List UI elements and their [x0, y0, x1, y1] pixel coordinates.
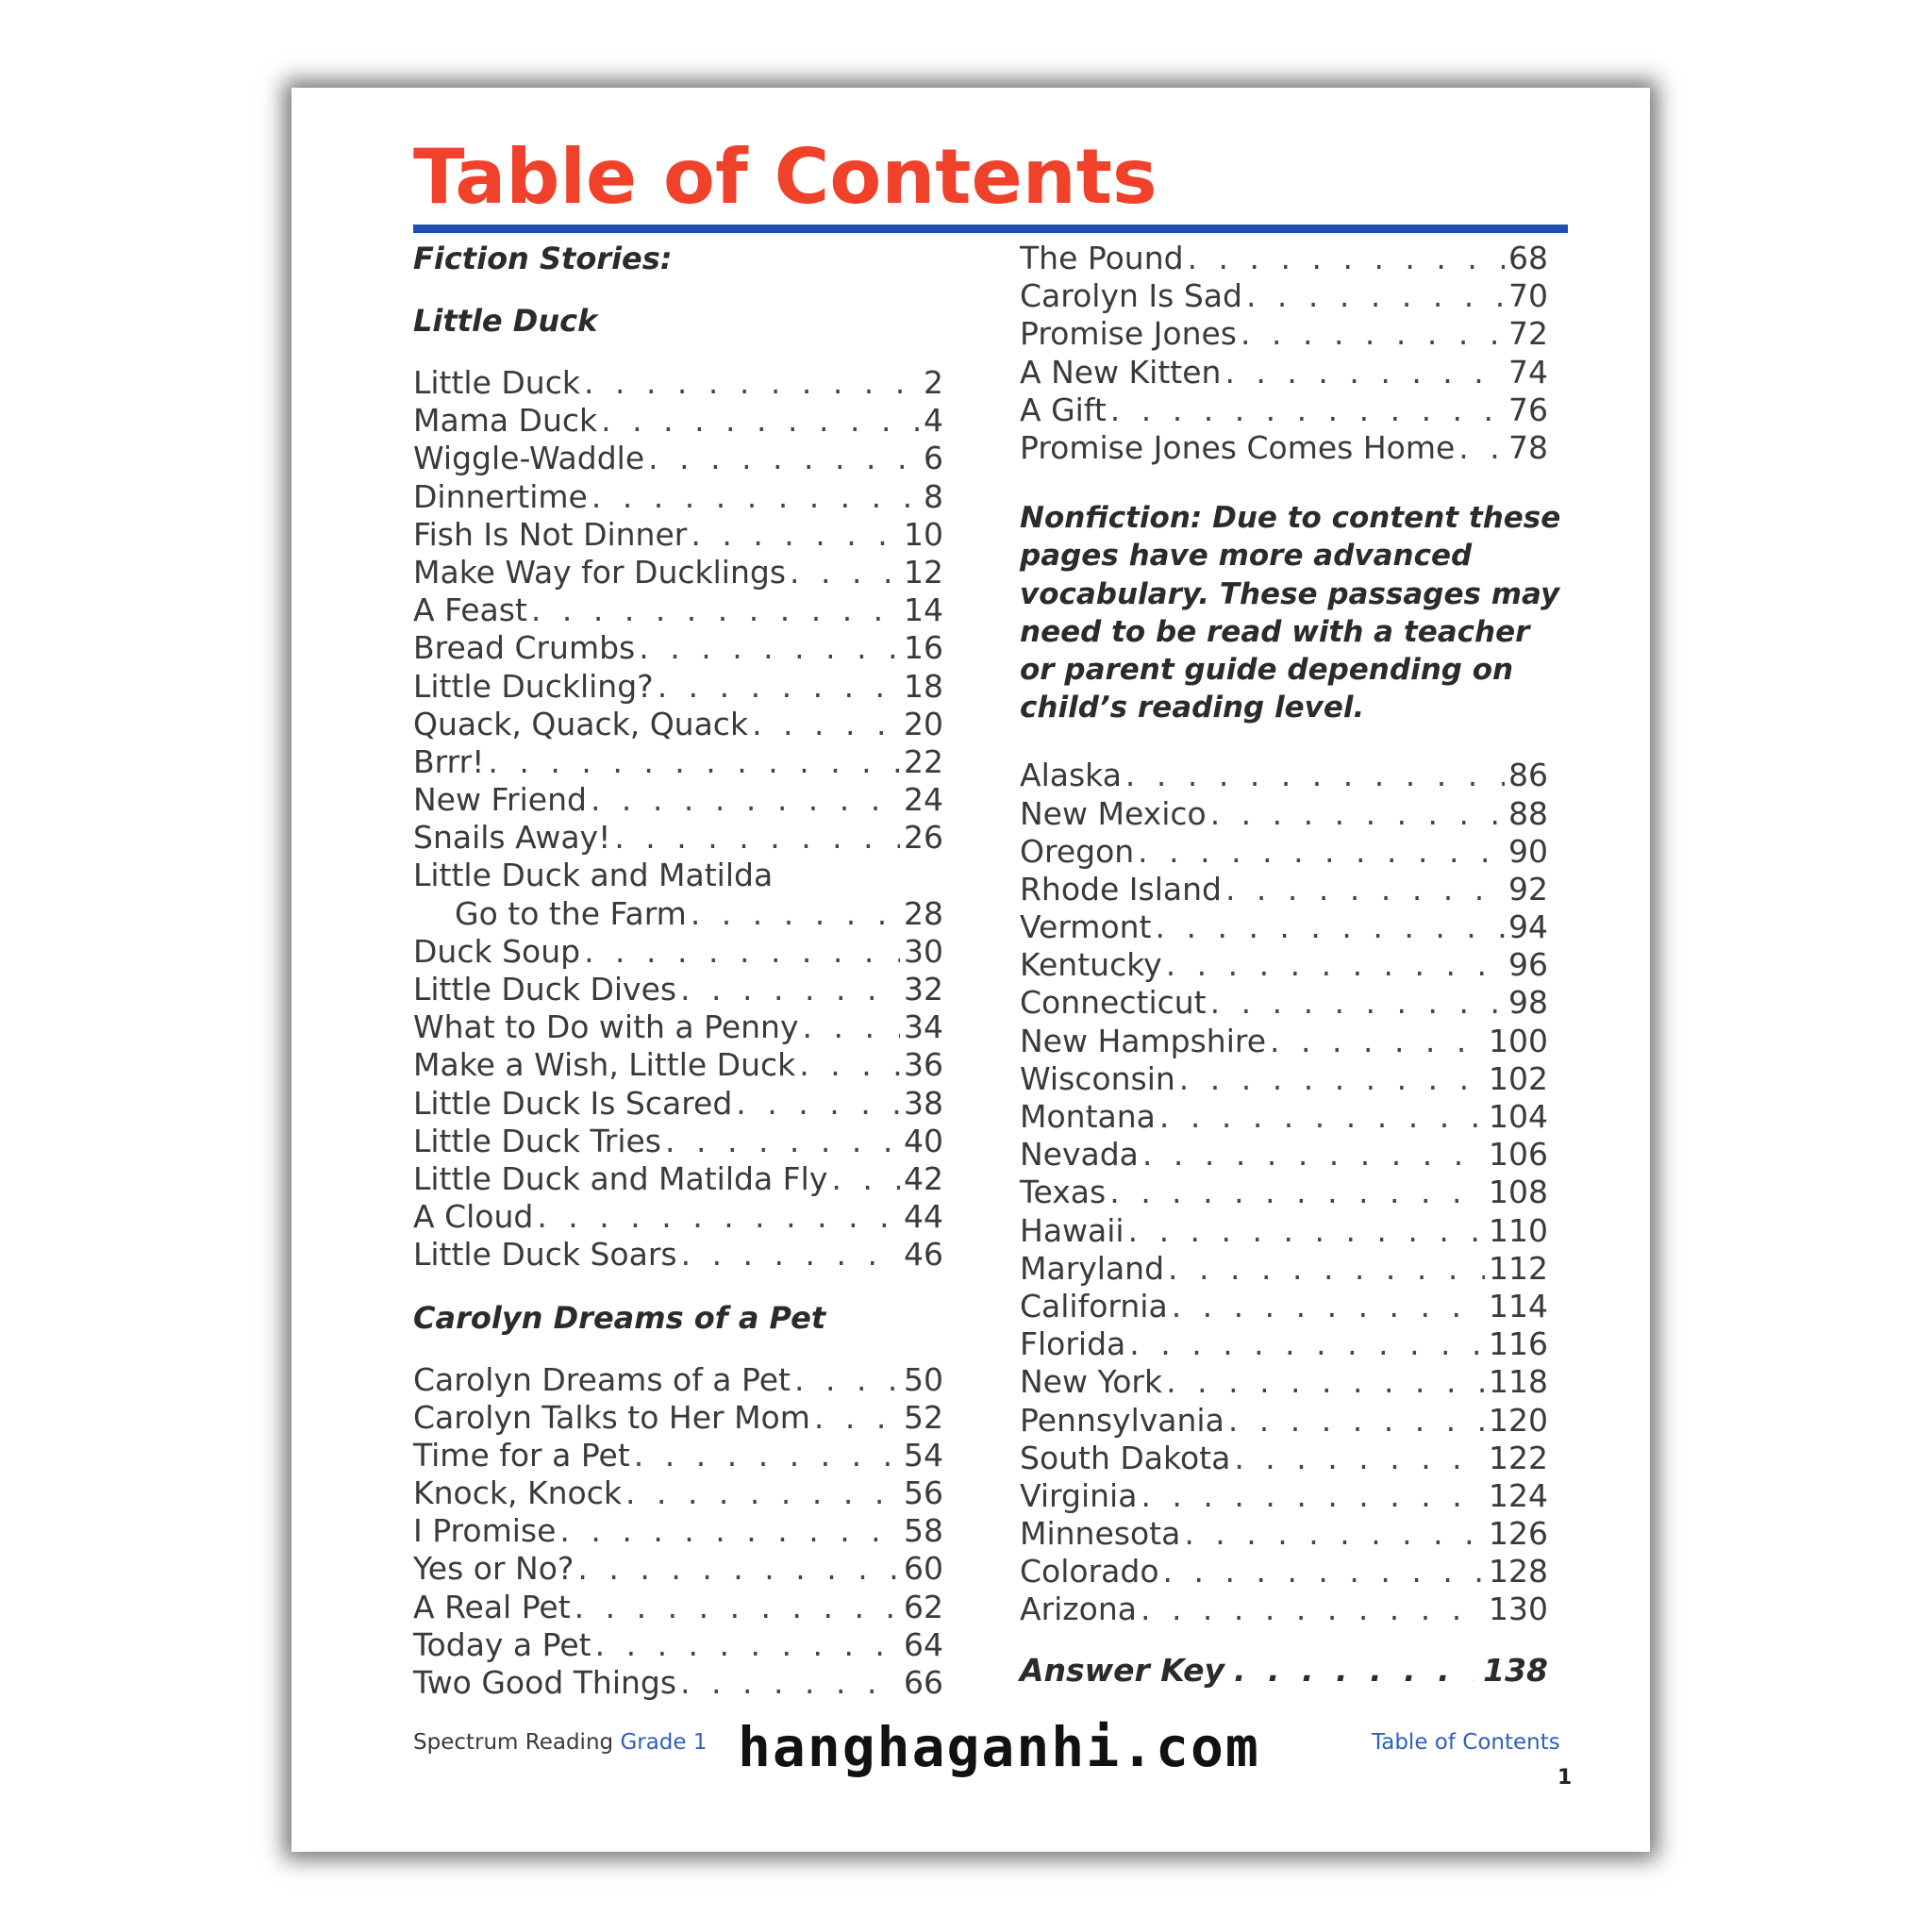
- toc-entry[interactable]: [413, 933, 943, 971]
- toc-entry-page: 4: [924, 402, 943, 440]
- toc-entry[interactable]: [1020, 391, 1548, 429]
- toc-entry[interactable]: [413, 1589, 943, 1626]
- toc-leader-dots: [1163, 1553, 1485, 1591]
- toc-entry[interactable]: [1020, 315, 1548, 353]
- toc-entry-wrapped-line1[interactable]: Little Duck and Matilda: [413, 857, 774, 894]
- toc-entry[interactable]: [1020, 1402, 1548, 1440]
- toc-entry-label: Pennsylvania: [1020, 1401, 1224, 1439]
- toc-entry-label: Knock, Knock: [413, 1474, 622, 1512]
- toc-entry-page: 76: [1508, 391, 1548, 428]
- toc-entry-page: 78: [1508, 428, 1548, 466]
- toc-entry-label: Montana: [1020, 1098, 1156, 1136]
- answer-key-dots: [1234, 1650, 1474, 1691]
- answer-key-label: Answer Key: [1020, 1651, 1224, 1689]
- toc-entry[interactable]: [1020, 908, 1548, 946]
- page-title: Table of Contents: [413, 133, 1158, 221]
- toc-entry[interactable]: [413, 402, 943, 440]
- toc-leader-dots: [601, 402, 920, 440]
- toc-entry-page: 40: [904, 1122, 943, 1159]
- toc-entry[interactable]: [413, 1474, 943, 1512]
- toc-leader-dots: [648, 440, 920, 477]
- toc-leader-dots: [1129, 1325, 1485, 1363]
- toc-leader-dots: [1270, 1023, 1485, 1060]
- toc-entry-page: 96: [1508, 946, 1548, 984]
- toc-leader-dots: [531, 591, 900, 629]
- toc-entry[interactable]: [413, 1236, 943, 1274]
- toc-entry[interactable]: [413, 478, 943, 516]
- toc-leader-dots: [1224, 354, 1505, 391]
- toc-entry-page: 58: [904, 1512, 943, 1550]
- toc-entry-page: 24: [904, 781, 943, 819]
- toc-entry-label: Make Way for Ducklings: [413, 553, 787, 591]
- toc-entry-label: A Feast: [413, 591, 527, 629]
- toc-leader-dots: [1246, 277, 1505, 315]
- toc-entry-label: Carolyn Is Sad: [1020, 277, 1242, 315]
- toc-entry-page: 36: [904, 1046, 943, 1084]
- toc-leader-dots: [658, 668, 900, 706]
- toc-leader-dots: [691, 516, 900, 554]
- toc-entry-label: Connecticut: [1020, 984, 1207, 1022]
- toc-entry-label: Carolyn Dreams of a Pet: [413, 1360, 791, 1398]
- toc-entry-label: New York: [1020, 1363, 1163, 1401]
- toc-entry-page: 28: [904, 894, 943, 932]
- toc-entry-label: New Friend: [413, 781, 587, 819]
- toc-entry-page: 92: [1508, 870, 1548, 908]
- toc-entry[interactable]: [413, 706, 943, 743]
- toc-entry-page: 72: [1508, 315, 1548, 353]
- toc-entry-label: Make a Wish, Little Duck: [413, 1046, 796, 1084]
- toc-entry-page: 88: [1508, 794, 1548, 832]
- toc-entry[interactable]: [1020, 1098, 1548, 1136]
- toc-leader-dots: [1210, 795, 1505, 833]
- toc-entry-page: 108: [1489, 1174, 1548, 1211]
- toc-leader-dots: [488, 743, 900, 781]
- toc-entry[interactable]: [413, 668, 943, 706]
- toc-entry-page: 128: [1489, 1553, 1548, 1591]
- toc-entry-page: 18: [904, 667, 943, 705]
- toc-entry-label: Fish Is Not Dinner: [413, 515, 688, 553]
- toc-entry-page: 106: [1489, 1136, 1548, 1174]
- toc-entry[interactable]: [1020, 1363, 1548, 1401]
- toc-entry-label: Carolyn Talks to Her Mom: [413, 1398, 810, 1436]
- toc-entry-page: 8: [924, 477, 943, 515]
- toc-leader-dots: [584, 364, 920, 402]
- toc-entry-page: 16: [904, 629, 943, 667]
- toc-entry-page: 38: [904, 1084, 943, 1122]
- toc-entry-label: Dinnertime: [413, 477, 588, 515]
- carolyn-list: [413, 1361, 943, 1703]
- footer-series: Spectrum Reading: [413, 1730, 614, 1755]
- toc-leader-dots: [595, 1626, 900, 1664]
- toc-entry-page: 100: [1489, 1022, 1548, 1059]
- toc-entry[interactable]: [413, 743, 943, 781]
- toc-entry[interactable]: [413, 1550, 943, 1588]
- toc-entry[interactable]: [1020, 946, 1548, 984]
- toc-entry-page: 62: [904, 1588, 943, 1625]
- toc-leader-dots: [1184, 1515, 1485, 1553]
- toc-entry-page: 74: [1508, 353, 1548, 391]
- toc-entry-page: 14: [904, 591, 943, 629]
- toc-entry-label: Promise Jones Comes Home: [1020, 428, 1456, 466]
- toc-entry-label: Nevada: [1020, 1136, 1139, 1174]
- toc-leader-dots: [1188, 240, 1505, 277]
- toc-entry-page: 110: [1489, 1211, 1548, 1249]
- toc-leader-dots: [634, 1437, 900, 1474]
- toc-entry[interactable]: [413, 1046, 943, 1084]
- toc-entry[interactable]: [1020, 277, 1548, 315]
- toc-leader-dots: [665, 1123, 900, 1160]
- toc-entry-label: Brrr!: [413, 742, 485, 780]
- toc-leader-dots: [1109, 1174, 1485, 1211]
- toc-entry-label: Today a Pet: [413, 1625, 591, 1663]
- toc-leader-dots: [1166, 946, 1505, 984]
- toc-leader-dots: [559, 1512, 900, 1550]
- toc-entry-label: New Mexico: [1020, 794, 1207, 832]
- toc-entry-label: Vermont: [1020, 908, 1152, 946]
- toc-entry-label: Time for a Pet: [413, 1436, 630, 1474]
- toc-entry[interactable]: [1020, 1060, 1548, 1098]
- little-duck-list-2: [413, 933, 943, 1274]
- toc-entry-label: California: [1020, 1287, 1168, 1324]
- toc-leader-dots: [639, 629, 900, 667]
- toc-entry[interactable]: [413, 1437, 943, 1474]
- footer-book-title: [413, 1730, 708, 1755]
- toc-entry-label: Kentucky: [1020, 946, 1162, 984]
- little-duck-list: [413, 364, 943, 857]
- toc-entry-label: Little Duck Soars: [413, 1236, 677, 1274]
- toc-entry-label: New Hampshire: [1020, 1022, 1267, 1059]
- toc-entry-label: Mama Duck: [413, 402, 598, 440]
- toc-entry-label: A Gift: [1020, 391, 1107, 428]
- toc-entry-page: 44: [904, 1198, 943, 1236]
- toc-leader-dots: [752, 706, 900, 743]
- toc-entry[interactable]: [1020, 429, 1548, 467]
- toc-entry-page: 42: [904, 1159, 943, 1197]
- toc-entry-label: Arizona: [1020, 1591, 1137, 1628]
- title-underline: [413, 225, 1568, 233]
- toc-entry[interactable]: [413, 1160, 943, 1198]
- toc-entry-page: 114: [1489, 1287, 1548, 1324]
- toc-leader-dots: [1179, 1060, 1485, 1098]
- toc-entry-page: 64: [904, 1625, 943, 1663]
- toc-entry-page: 20: [904, 705, 943, 742]
- toc-entry[interactable]: [413, 1664, 943, 1702]
- toc-entry[interactable]: [413, 1399, 943, 1437]
- toc-entry-label: Alaska: [1020, 757, 1122, 794]
- toc-entry[interactable]: [1020, 1212, 1548, 1250]
- toc-leader-dots: [591, 781, 900, 819]
- toc-entry[interactable]: [413, 1123, 943, 1160]
- toc-leader-dots: [681, 1236, 900, 1274]
- toc-leader-dots: [575, 1589, 900, 1626]
- toc-leader-dots: [680, 1664, 900, 1702]
- toc-leader-dots: [1128, 1212, 1485, 1250]
- fiction-heading: Fiction Stories:: [413, 241, 673, 276]
- toc-entry-page: 22: [904, 742, 943, 780]
- toc-entry-label: A Real Pet: [413, 1588, 571, 1625]
- toc-entry-label: The Pound: [1020, 240, 1184, 276]
- toc-leader-dots: [1159, 1098, 1485, 1136]
- toc-leader-dots: [794, 1361, 900, 1399]
- toc-entry[interactable]: [1020, 1477, 1548, 1515]
- toc-entry-page: 6: [924, 440, 943, 477]
- toc-entry-label: Wiggle-Waddle: [413, 440, 645, 477]
- toc-entry[interactable]: [1020, 1591, 1548, 1628]
- toc-entry-label: Wisconsin: [1020, 1059, 1175, 1097]
- toc-entry[interactable]: [1020, 833, 1548, 871]
- toc-entry-label: A New Kitten: [1020, 353, 1222, 391]
- toc-entry-label: Yes or No?: [413, 1550, 575, 1588]
- toc-leader-dots: [1228, 1402, 1485, 1440]
- toc-entry[interactable]: [1020, 1023, 1548, 1060]
- toc-entry-label: South Dakota: [1020, 1439, 1231, 1476]
- footer-section-title: Table of Contents: [1372, 1730, 1560, 1755]
- toc-leader-dots: [1110, 391, 1505, 429]
- toc-entry[interactable]: [1020, 1515, 1548, 1553]
- nonfiction-note: Nonfiction: Due to content these pages have more advanced vocabulary. These passages may need to be read with a teacher or parent guide depending on child’s reading level.: [1020, 501, 1561, 725]
- toc-entry-label: Little Duck and Matilda Fly: [413, 1159, 828, 1197]
- toc-entry-label: Minnesota: [1020, 1515, 1181, 1553]
- toc-entry-page: 90: [1508, 832, 1548, 870]
- toc-entry[interactable]: [1020, 871, 1548, 908]
- toc-entry-label: Bread Crumbs: [413, 629, 636, 667]
- toc-entry[interactable]: [413, 1008, 943, 1046]
- toc-leader-dots: [803, 1008, 900, 1046]
- toc-entry-label: Two Good Things: [413, 1664, 677, 1701]
- toc-leader-dots: [1168, 1250, 1485, 1288]
- toc-entry-label: Promise Jones: [1020, 315, 1237, 353]
- toc-leader-dots: [1142, 1136, 1485, 1174]
- toc-entry-page: 60: [904, 1550, 943, 1588]
- toc-entry-page: 34: [904, 1008, 943, 1046]
- toc-leader-dots: [614, 819, 900, 857]
- toc-entry-page: 126: [1489, 1515, 1548, 1553]
- toc-entry-page: 130: [1489, 1591, 1548, 1628]
- toc-entry[interactable]: [413, 364, 943, 402]
- toc-entry-label: Florida: [1020, 1325, 1126, 1363]
- toc-entry-label: Little Duckling?: [413, 667, 654, 705]
- toc-entry-label: Hawaii: [1020, 1211, 1124, 1249]
- toc-entry-label: Little Duck Dives: [413, 971, 677, 1008]
- toc-entry[interactable]: [413, 1198, 943, 1236]
- toc-entry[interactable]: [1020, 757, 1548, 794]
- toc-entry-page: 124: [1489, 1476, 1548, 1514]
- toc-entry[interactable]: [413, 1361, 943, 1399]
- toc-entry[interactable]: [1020, 1288, 1548, 1325]
- toc-leader-dots: [591, 478, 920, 516]
- toc-entry-label: Little Duck Tries: [413, 1122, 662, 1159]
- toc-leader-dots: [1138, 833, 1505, 871]
- toc-entry[interactable]: [413, 819, 943, 857]
- right-column: [1020, 240, 1561, 1691]
- toc-entry-page: 66: [904, 1664, 943, 1701]
- toc-entry-label: What to Do with a Penny: [413, 1008, 799, 1046]
- toc-entry-page: 54: [904, 1436, 943, 1474]
- toc-entry-label: Little Duck Is Scared: [413, 1084, 733, 1122]
- toc-entry-page: 94: [1508, 908, 1548, 946]
- toc-entry-label: Duck Soup: [413, 932, 581, 970]
- toc-entry-label: Virginia: [1020, 1476, 1138, 1514]
- toc-entry-page: 112: [1489, 1249, 1548, 1287]
- toc-entry[interactable]: [1020, 240, 1548, 277]
- toc-entry-label: Colorado: [1020, 1553, 1159, 1591]
- toc-entry-page: 120: [1489, 1401, 1548, 1439]
- toc-entry[interactable]: [1020, 1136, 1548, 1174]
- toc-entry[interactable]: [1020, 1250, 1548, 1288]
- toc-entry-page: 98: [1508, 984, 1548, 1022]
- left-column: [413, 240, 943, 1702]
- toc-leader-dots: [1210, 984, 1505, 1022]
- toc-entry[interactable]: [1020, 795, 1548, 833]
- toc-entry-label: Little Duck: [413, 364, 580, 401]
- toc-entry[interactable]: [1020, 1174, 1548, 1211]
- toc-entry[interactable]: [413, 516, 943, 554]
- toc-entry-page: 122: [1489, 1439, 1548, 1476]
- toc-entry-label: Oregon: [1020, 832, 1135, 870]
- toc-leader-dots: [1241, 315, 1505, 353]
- toc-entry-label: A Cloud: [413, 1198, 534, 1236]
- toc-leader-dots: [1156, 908, 1506, 946]
- toc-entry[interactable]: [413, 1512, 943, 1550]
- toc-leader-dots: [625, 1474, 900, 1512]
- toc-entry[interactable]: [1020, 984, 1548, 1022]
- toc-entry-page: 118: [1489, 1363, 1548, 1401]
- toc-entry[interactable]: [413, 971, 943, 1008]
- toc-entry-label: Maryland: [1020, 1249, 1165, 1287]
- toc-entry[interactable]: [413, 440, 943, 477]
- toc-entry[interactable]: [413, 629, 943, 667]
- toc-leader-dots: [1172, 1288, 1485, 1325]
- toc-entry-page: 46: [904, 1236, 943, 1274]
- toc-entry-label: Quack, Quack, Quack: [413, 705, 749, 742]
- carolyn-heading: Carolyn Dreams of a Pet: [413, 1299, 826, 1336]
- toc-entry[interactable]: [1020, 1440, 1548, 1477]
- toc-leader-dots: [790, 554, 900, 591]
- toc-entry[interactable]: [1020, 1553, 1548, 1591]
- toc-leader-dots: [1166, 1363, 1485, 1401]
- answer-key-entry[interactable]: [1020, 1650, 1548, 1691]
- toc-leader-dots: [814, 1399, 900, 1437]
- toc-entry-page: 70: [1508, 277, 1548, 315]
- toc-leader-dots: [680, 971, 900, 1008]
- answer-key-page: 138: [1483, 1651, 1548, 1689]
- toc-entry[interactable]: [413, 1626, 943, 1664]
- toc-leader-dots: [1234, 1440, 1485, 1477]
- toc-entry[interactable]: [1020, 1325, 1548, 1363]
- toc-entry-page: 104: [1489, 1098, 1548, 1136]
- toc-entry[interactable]: [413, 591, 943, 629]
- toc-entry-page: 116: [1489, 1325, 1548, 1363]
- toc-entry-label: Rhode Island: [1020, 870, 1222, 908]
- toc-entry-page: 102: [1489, 1059, 1548, 1097]
- toc-leader-dots: [577, 1550, 900, 1588]
- toc-entry[interactable]: [413, 781, 943, 819]
- toc-leader-dots: [691, 895, 900, 933]
- toc-leader-dots: [1125, 757, 1505, 794]
- toc-entry-page: 26: [904, 819, 943, 857]
- toc-entry-label: Texas: [1020, 1174, 1107, 1211]
- toc-entry[interactable]: [413, 554, 943, 591]
- watermark-text: hanghaganhi.com: [738, 1715, 1260, 1779]
- toc-entry-page: 86: [1508, 757, 1548, 794]
- toc-entry-page: 12: [904, 553, 943, 591]
- toc-entry-page: 30: [904, 932, 943, 970]
- toc-entry-page: 56: [904, 1474, 943, 1512]
- toc-leader-dots: [799, 1046, 900, 1084]
- page-number: 1: [1557, 1766, 1573, 1790]
- toc-entry[interactable]: [1020, 354, 1548, 391]
- toc-entry-page: 68: [1508, 240, 1548, 276]
- toc-entry[interactable]: [413, 1085, 943, 1123]
- toc-entry-page: 2: [924, 364, 943, 401]
- toc-entry-page: 32: [904, 971, 943, 1008]
- toc-entry-wrapped-line2[interactable]: [413, 895, 943, 933]
- toc-leader-dots: [1225, 871, 1505, 908]
- toc-leader-dots: [736, 1085, 900, 1123]
- toc-leader-dots: [537, 1198, 900, 1236]
- nonfiction-list: [1020, 757, 1548, 1628]
- toc-entry-label: Go to the Farm: [455, 894, 687, 932]
- toc-leader-dots: [1141, 1477, 1485, 1515]
- toc-entry-page: 50: [904, 1360, 943, 1398]
- toc-entry-label: I Promise: [413, 1512, 557, 1550]
- toc-leader-dots: [1141, 1591, 1485, 1628]
- little-duck-heading: Little Duck: [413, 303, 598, 339]
- toc-leader-dots: [1458, 429, 1505, 467]
- toc-leader-dots: [831, 1160, 900, 1198]
- toc-entry-page: 52: [904, 1398, 943, 1436]
- footer-grade: Grade 1: [620, 1730, 708, 1755]
- carolyn-list-continued: [1020, 240, 1548, 467]
- toc-entry-label: Snails Away!: [413, 819, 611, 857]
- toc-leader-dots: [584, 933, 900, 971]
- toc-entry-page: 10: [904, 515, 943, 553]
